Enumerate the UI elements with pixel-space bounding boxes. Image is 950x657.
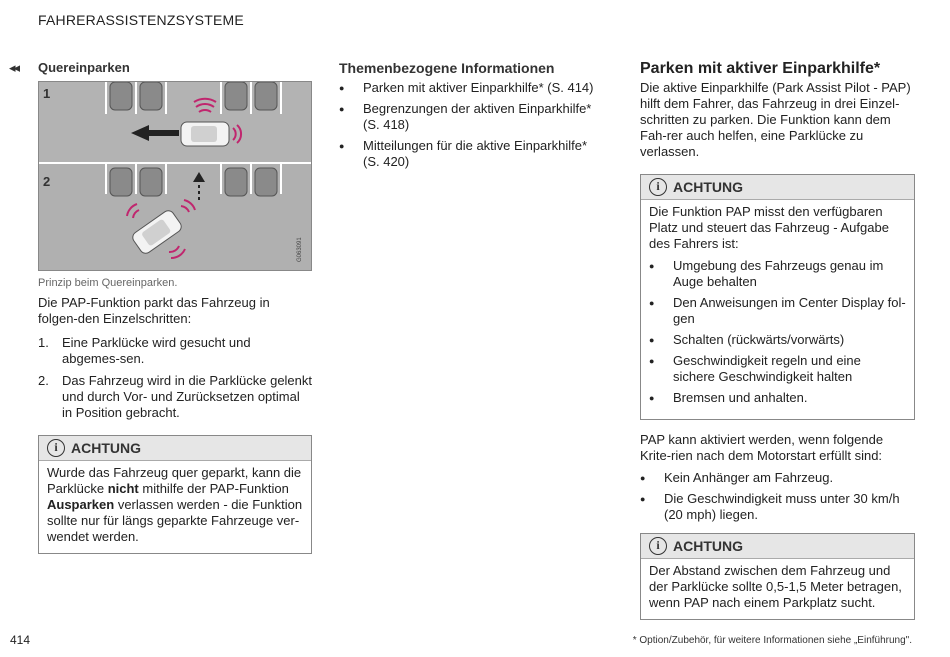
- info-icon: i: [47, 439, 65, 457]
- list-item: ● Die Geschwindigkeit muss unter 30 km/h (20 mph) liegen.: [640, 491, 915, 523]
- column-related-info: [339, 60, 599, 175]
- related-link[interactable]: ● Parken mit aktiver Einparkhilfe* (S. 414): [339, 80, 599, 96]
- warning-header: [641, 534, 914, 559]
- sub-heading: Quereinparken: [38, 60, 130, 75]
- parking-diagram: [39, 82, 311, 270]
- column-park-assist: [640, 60, 915, 620]
- warning-header: [641, 175, 914, 200]
- list-item: ● Geschwindigkeit regeln und eine sichere Geschwindigkeit halten: [649, 353, 906, 385]
- warning-content: [641, 200, 914, 419]
- warning-header: [39, 436, 311, 461]
- related-link[interactable]: ● Mitteilungen für die aktive Einparkhilfe* (S. 420): [339, 138, 599, 170]
- back-arrow-icon[interactable]: ◂◂: [9, 60, 19, 75]
- page-header: FAHRERASSISTENZSYSTEME: [38, 12, 244, 28]
- info-icon: i: [649, 537, 667, 555]
- list-item: 2. Das Fahrzeug wird in die Parklücke gelenkt und durch Vor- und Zurücksetzen optimal in Position gebracht.: [38, 373, 313, 420]
- intro-paragraph: Die aktive Einparkhilfe (Park Assist Pilot - PAP) hilft dem Fahrer, das Fahrzeug in drei Einzel-schritten zu parken. Die Funktion kann dem Fah-rer auch helfen, eine Parklücke zu verlassen.: [640, 80, 911, 159]
- warning-box: [640, 174, 915, 420]
- section-title: Themenbezogene Informationen: [339, 60, 555, 76]
- info-icon: i: [649, 178, 667, 196]
- figure-caption: Prinzip beim Quereinparken.: [38, 277, 178, 289]
- panel-label-2: 2: [43, 174, 51, 189]
- warning-text: Der Abstand zwischen dem Fahrzeug und der Parklücke sollte 0,5-1,5 Meter betragen, wenn PAP nach einem Parkplatz sucht.: [649, 563, 902, 610]
- steps-list: [38, 335, 312, 421]
- footnote: * Option/Zubehör, für weitere Informationen siehe „Einführung".: [632, 635, 912, 646]
- list-item: 1. Eine Parklücke wird gesucht und abgemes-sen.: [38, 335, 251, 366]
- column-quereinparken: [38, 60, 312, 554]
- page-number: 414: [10, 633, 31, 647]
- criteria-list: [640, 470, 915, 523]
- warning-text: Wurde das Fahrzeug quer geparkt, kann die Parklücke nicht mithilfe der PAP-Funktion Ausparken verlassen werden - die Funktion sollte nur für längs geparkte Fahrzeuge ver-wendet werden.: [47, 465, 303, 544]
- warning-box: [640, 533, 915, 620]
- warning-box: [38, 435, 312, 554]
- criteria-paragraph: PAP kann aktiviert werden, wenn folgende Krite-rien nach dem Motorstart erfüllt sind:: [640, 432, 884, 463]
- warning-text: Die Funktion PAP misst den verfügbaren Platz und steuert das Fahrzeug - Aufgabe des Fahrers ist:: [649, 204, 889, 251]
- parking-illustration: [38, 81, 312, 271]
- related-links-list: [339, 80, 599, 170]
- list-item: ● Schalten (rückwärts/vorwärts): [649, 332, 906, 348]
- panel-label-1: 1: [43, 86, 51, 101]
- main-title: Parken mit aktiver Einparkhilfe*: [640, 60, 881, 77]
- warning-title: ACHTUNG: [71, 440, 141, 456]
- figure-code: G063091: [297, 237, 303, 262]
- list-item: ● Kein Anhänger am Fahrzeug.: [640, 470, 915, 486]
- driver-tasks-list: [649, 258, 906, 406]
- intro-paragraph: Die PAP-Funktion parkt das Fahrzeug in folgen-den Einzelschritten:: [38, 295, 270, 326]
- warning-title: ACHTUNG: [673, 538, 743, 554]
- list-item: ● Den Anweisungen im Center Display fol-gen: [649, 295, 906, 327]
- list-item: ● Bremsen und anhalten.: [649, 390, 906, 406]
- warning-title: ACHTUNG: [673, 179, 743, 195]
- list-item: ● Umgebung des Fahrzeugs genau im Auge behalten: [649, 258, 906, 290]
- related-link[interactable]: ● Begrenzungen der aktiven Einparkhilfe* (S. 418): [339, 101, 599, 133]
